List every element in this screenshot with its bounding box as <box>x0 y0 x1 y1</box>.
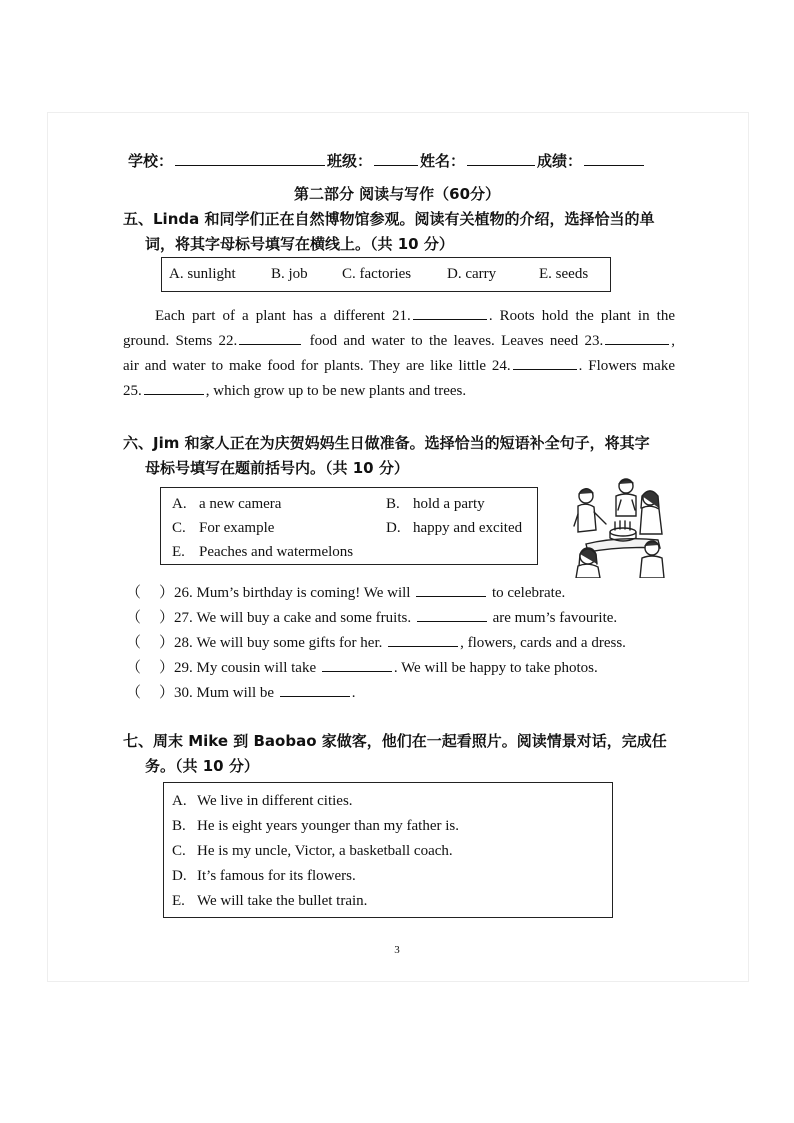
section5-title-line2: 词，将其字母标号填写在横线上。（共 10 分） <box>145 235 454 253</box>
s7-option-d-letter: D. <box>172 868 187 884</box>
passage-line-3: air and water to make food for plants. They are like little 24. . Flowers make <box>123 354 675 379</box>
option-d: D. carry <box>447 266 497 282</box>
s7-option-e-letter: E. <box>172 893 185 909</box>
question-26: （ ）26. Mum’s birthday is coming! We will to celebrate. <box>126 581 565 602</box>
phrase-b-letter: B. <box>386 496 400 512</box>
question-27: （ ）27. We will buy a cake and some fruits. are mum’s favourite. <box>126 606 617 627</box>
name-label: 姓名： <box>420 152 466 170</box>
question-29: （ ）29. My cousin will take . We will be happy to take photos. <box>126 656 598 677</box>
header-row <box>128 150 646 171</box>
passage-line-1: Each part of a plant has a different 21. . Roots hold the plant in the <box>123 304 675 329</box>
blank-25[interactable] <box>144 379 204 395</box>
class-label: 班级： <box>327 152 373 170</box>
birthday-party-illustration <box>566 474 670 578</box>
option-e: E. seeds <box>539 266 589 282</box>
section7-title-line1: 七、周末 Mike 到 Baobao 家做客，他们在一起看照片。阅读情景对话，完成任 <box>123 732 667 750</box>
section5-word-box <box>161 257 611 292</box>
section7-title-line2: 务。（共 10 分） <box>145 757 259 775</box>
school-field[interactable] <box>175 150 325 166</box>
blank-24[interactable] <box>513 354 577 370</box>
section6-phrase-box <box>160 487 538 565</box>
phrase-d-letter: D. <box>386 520 401 536</box>
s7-option-c-letter: C. <box>172 843 186 859</box>
s7-option-d: It’s famous for its flowers. <box>197 868 356 884</box>
passage-line-2: ground. Stems 22. food and water to the leaves. Leaves need 23. , <box>123 329 675 354</box>
section5-passage <box>123 304 675 404</box>
section5-title-line1: 五、Linda 和同学们正在自然博物馆参观。阅读有关植物的介绍，选择恰当的单 <box>123 210 655 228</box>
question-28: （ ）28. We will buy some gifts for her. , flowers, cards and a dress. <box>126 631 626 652</box>
s7-option-e: We will take the bullet train. <box>197 893 368 909</box>
school-label: 学校： <box>128 152 174 170</box>
phrase-c-letter: C. <box>172 520 186 536</box>
phrase-a-letter: A. <box>172 496 187 512</box>
phrase-d: happy and excited <box>413 520 523 536</box>
page-number: 3 <box>394 944 400 956</box>
name-field[interactable] <box>467 150 535 166</box>
section6-title-line1: 六、Jim 和家人正在为庆贺妈妈生日做准备。选择恰当的短语补全句子，将其字 <box>123 434 650 452</box>
score-field[interactable] <box>584 150 644 166</box>
passage-line-4: 25. , which grow up to be new plants and trees. <box>123 379 675 404</box>
phrase-c: For example <box>199 520 275 536</box>
s7-option-a: We live in different cities. <box>197 793 353 809</box>
part-title: 第二部分 阅读与写作（60分） <box>293 185 501 203</box>
option-b: B. job <box>271 266 308 282</box>
phrase-e-letter: E. <box>172 544 185 560</box>
s7-option-b: He is eight years younger than my father is. <box>197 818 460 834</box>
option-a: A. sunlight <box>169 266 236 282</box>
section6-title-line2: 母标号填写在题前括号内。（共 10 分） <box>145 459 409 477</box>
question-30: （ ）30. Mum will be . <box>126 681 356 702</box>
blank-22[interactable] <box>239 329 301 345</box>
s7-option-a-letter: A. <box>172 793 187 809</box>
section7-option-box <box>163 782 613 918</box>
phrase-a: a new camera <box>199 496 282 512</box>
blank-23[interactable] <box>605 329 669 345</box>
blank-21[interactable] <box>413 304 487 320</box>
phrase-b: hold a party <box>413 496 485 512</box>
score-label: 成绩： <box>537 152 583 170</box>
s7-option-b-letter: B. <box>172 818 186 834</box>
s7-option-c: He is my uncle, Victor, a basketball coach. <box>197 843 453 859</box>
phrase-e: Peaches and watermelons <box>199 544 354 560</box>
class-field[interactable] <box>374 150 418 166</box>
option-c: C. factories <box>342 266 412 282</box>
